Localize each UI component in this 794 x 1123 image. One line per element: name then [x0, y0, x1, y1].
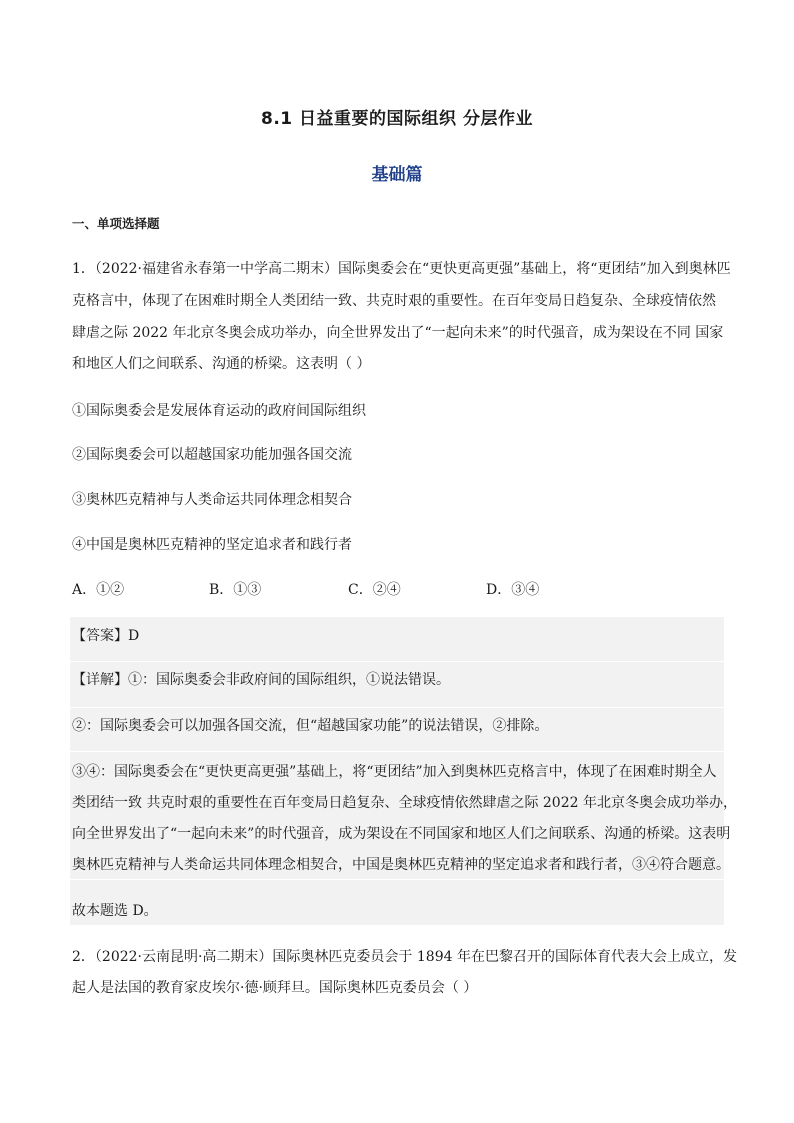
option-a: A．①②: [72, 582, 125, 598]
analysis-line: ②：国际奥委会可以加强各国交流，但“超越国家功能”的说法错误，②排除。: [72, 718, 549, 734]
q1-statement: ④中国是奥林匹克精神的坚定追求者和践行者: [72, 537, 352, 553]
option-c: C．②④: [348, 582, 401, 598]
option-b: B．①③: [209, 582, 262, 598]
q2-stem-line: 起人是法国的教育家皮埃尔·德·顾拜旦。国际奥林匹克委员会（ ）: [72, 980, 478, 996]
divider: [70, 751, 724, 752]
analysis-line: ③④：国际奥委会在“更快更高更强”基础上，将“更团结”加入到奥林匹克格言中，体现了在困难时期全人: [72, 764, 717, 780]
q1-stem-line: 和地区人们之间联系、沟通的桥梁。这表明（ ）: [72, 356, 371, 372]
analysis-line: 【详解】①：国际奥委会非政府间的国际组织，①说法错误。: [72, 672, 450, 688]
q1-stem-line: 肆虐之际 2022 年北京冬奥会成功举办，向全世界发出了“一起向未来”的时代强音，成为架设在不同 国家: [72, 325, 724, 341]
q1-stem-line: 克格言中，体现了在困难时期全人类团结一致、共克时艰的重要性。在百年变局日趋复杂、全球疫情依然: [72, 293, 716, 309]
analysis-conclusion: 故本题选 D。: [72, 903, 158, 919]
q1-statement: ②国际奥委会可以超越国家功能加强各国交流: [72, 447, 352, 463]
q1-statement: ③奥林匹克精神与人类命运共同体理念相契合: [72, 492, 352, 508]
analysis-line: 向全世界发出了“一起向未来”的时代强音，成为架设在不同国家和地区人们之间联系、沟通的桥梁。这表明: [72, 826, 731, 842]
option-d: D．③④: [486, 582, 540, 598]
answer-analysis-box: [70, 617, 737, 925]
divider: [70, 707, 724, 708]
divider: [70, 661, 724, 662]
answer-label: 【答案】D: [72, 628, 140, 644]
section-heading: 一、单项选择题: [72, 216, 160, 231]
q1-stem-line: 1．（2022·福建省永春第一中学高二期末）国际奥委会在“更快更高更强”基础上，将“更团结”加入到奥林匹: [72, 261, 731, 277]
q1-statement: ①国际奥委会是发展体育运动的政府间国际组织: [72, 403, 366, 419]
analysis-line: 类团结一致 共克时艰的重要性在百年变局日趋复杂、全球疫情依然肆虐之际 2022 年北京冬奥会成功举办，: [72, 795, 737, 811]
divider: [70, 879, 724, 880]
page-title: 8.1 日益重要的国际组织 分层作业: [261, 109, 533, 129]
analysis-line: 奥林匹克精神与人类命运共同体理念相契合，中国是奥林匹克精神的坚定追求者和践行者，③④符合题意。: [72, 857, 730, 873]
page-subtitle: 基础篇: [371, 165, 423, 185]
q2-stem-line: 2．（2022·云南昆明·高二期末）国际奥林匹克委员会于 1894 年在巴黎召开的国际体育代表大会上成立，发: [72, 949, 737, 965]
